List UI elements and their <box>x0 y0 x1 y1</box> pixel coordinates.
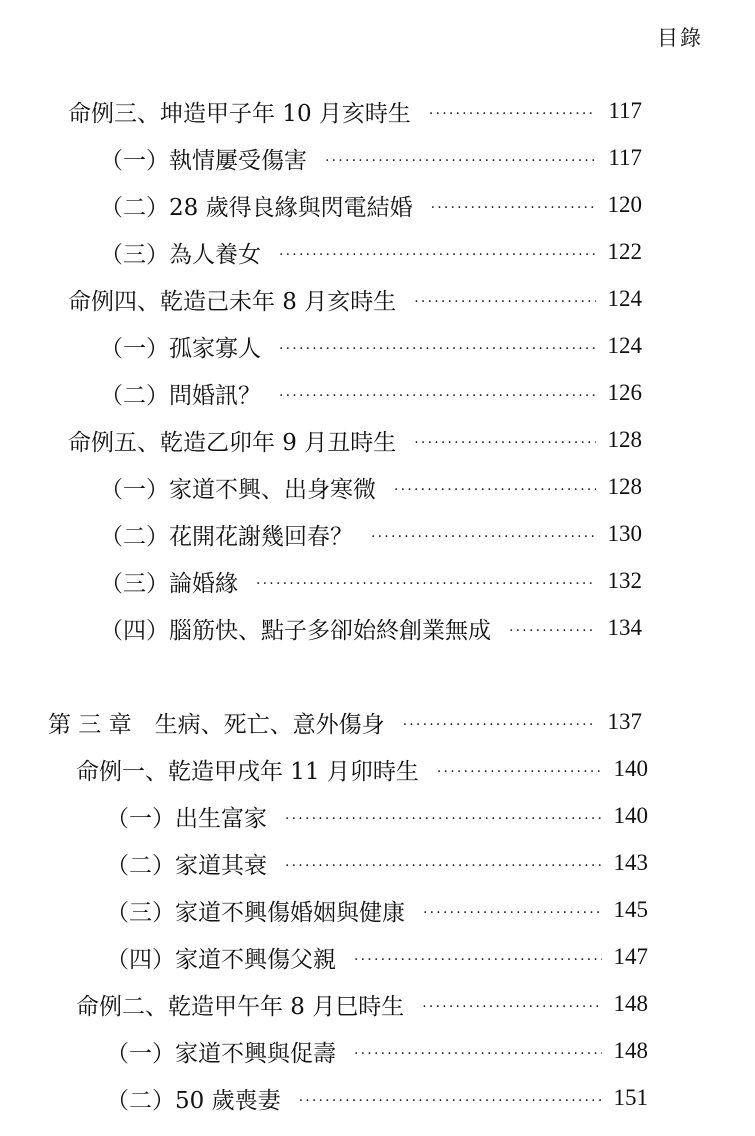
toc-entry-subsection[interactable] <box>106 1033 648 1069</box>
entry-label: 命例四、乾造己未年 8 月亥時生 <box>68 288 397 315</box>
entry-label: （二）28 歲得良緣與閃電結婚 <box>100 194 413 221</box>
toc-entry-subsection[interactable] <box>100 563 642 599</box>
page-number: 132 <box>607 568 642 593</box>
dot-leader <box>422 997 602 1017</box>
toc-entry-subsection[interactable] <box>106 892 648 928</box>
toc-entry-subsection[interactable] <box>106 798 648 834</box>
dot-leader <box>423 903 602 923</box>
toc-entry-case-2[interactable] <box>76 986 648 1022</box>
entry-label: 第 三 章 生病、死亡、意外傷身 <box>48 711 385 738</box>
page-number: 120 <box>607 192 642 217</box>
dot-leader <box>414 433 596 453</box>
page-number: 117 <box>608 98 642 123</box>
page-number: 128 <box>607 474 642 499</box>
toc-entry-chapter-3[interactable] <box>48 704 642 740</box>
dot-leader <box>354 950 602 970</box>
entry-label: （一）執情屢受傷害 <box>100 147 307 174</box>
toc-entry-subsection[interactable] <box>100 516 642 552</box>
entry-label: （三）家道不興傷婚姻與健康 <box>106 899 405 926</box>
entry-label: （四）腦筋快、點子多卻始終創業無成 <box>100 617 491 644</box>
page-number: 124 <box>607 333 642 358</box>
entry-label: （二）家道其衰 <box>106 852 267 879</box>
page-number: 145 <box>613 897 648 922</box>
toc-entry-subsection[interactable] <box>106 845 648 881</box>
entry-label: 命例二、乾造甲午年 8 月巳時生 <box>76 993 405 1020</box>
toc-entry-case-3[interactable] <box>68 93 642 129</box>
entry-label: （一）家道不興與促壽 <box>106 1040 336 1067</box>
entry-label: 命例五、乾造乙卯年 9 月丑時生 <box>68 429 397 456</box>
toc-entry-subsection[interactable] <box>100 328 642 364</box>
dot-leader <box>437 762 602 782</box>
entry-label: （一）出生富家 <box>106 805 267 832</box>
dot-leader <box>256 574 596 594</box>
dot-leader <box>394 480 596 500</box>
dot-leader <box>403 715 596 735</box>
entry-label: （二）問婚訊？ <box>100 382 261 409</box>
toc-entry-subsection[interactable] <box>100 140 642 176</box>
dot-leader <box>285 856 602 876</box>
entry-label: （二）50 歲喪妻 <box>106 1087 281 1114</box>
entry-label: （四）家道不興傷父親 <box>106 946 336 973</box>
entry-label: （二）花開花謝幾回春？ <box>100 523 353 550</box>
toc-entry-subsection[interactable] <box>100 234 642 270</box>
dot-leader <box>285 809 602 829</box>
toc-entry-subsection[interactable] <box>100 187 642 223</box>
dot-leader <box>431 198 596 218</box>
page-number: 128 <box>607 427 642 452</box>
page-header-title: 目錄 <box>657 26 703 50</box>
page-number: 117 <box>608 145 642 170</box>
entry-label: 命例一、乾造甲戌年 11 月卯時生 <box>76 758 419 785</box>
dot-leader <box>279 339 596 359</box>
dot-leader <box>354 1044 602 1064</box>
page-number: 124 <box>607 286 642 311</box>
page-number: 147 <box>613 944 648 969</box>
page-number: 140 <box>613 803 648 828</box>
entry-label: （三）論婚緣 <box>100 570 238 597</box>
dot-leader <box>325 151 596 171</box>
toc-entry-subsection[interactable] <box>100 375 642 411</box>
toc-entry-case-4[interactable] <box>68 281 642 317</box>
page-number: 148 <box>613 991 648 1016</box>
toc-entry-subsection[interactable] <box>100 469 642 505</box>
page-number: 148 <box>613 1038 648 1063</box>
entry-label: （一）家道不興、出身寒微 <box>100 476 376 503</box>
toc-entry-case-5[interactable] <box>68 422 642 458</box>
page-number: 151 <box>613 1085 648 1110</box>
dot-leader <box>414 292 596 312</box>
dot-leader <box>371 527 596 547</box>
dot-leader <box>279 386 596 406</box>
toc-entry-subsection[interactable] <box>106 939 648 975</box>
page-number: 140 <box>613 756 648 781</box>
entry-label: （三）為人養女 <box>100 241 261 268</box>
page-number: 126 <box>607 380 642 405</box>
dot-leader <box>299 1091 602 1111</box>
dot-leader <box>429 104 596 124</box>
toc-entry-case-1[interactable] <box>76 751 648 787</box>
dot-leader <box>509 621 596 641</box>
toc-entry-subsection[interactable] <box>100 610 642 646</box>
entry-label: （一）孤家寡人 <box>100 335 261 362</box>
page-number: 134 <box>607 615 642 640</box>
page-number: 143 <box>613 850 648 875</box>
entry-label: 命例三、坤造甲子年 10 月亥時生 <box>68 100 411 127</box>
page-number: 137 <box>607 709 642 734</box>
page-number: 130 <box>607 521 642 546</box>
page-number: 122 <box>607 239 642 264</box>
dot-leader <box>279 245 596 265</box>
toc-entry-subsection[interactable] <box>106 1080 648 1116</box>
